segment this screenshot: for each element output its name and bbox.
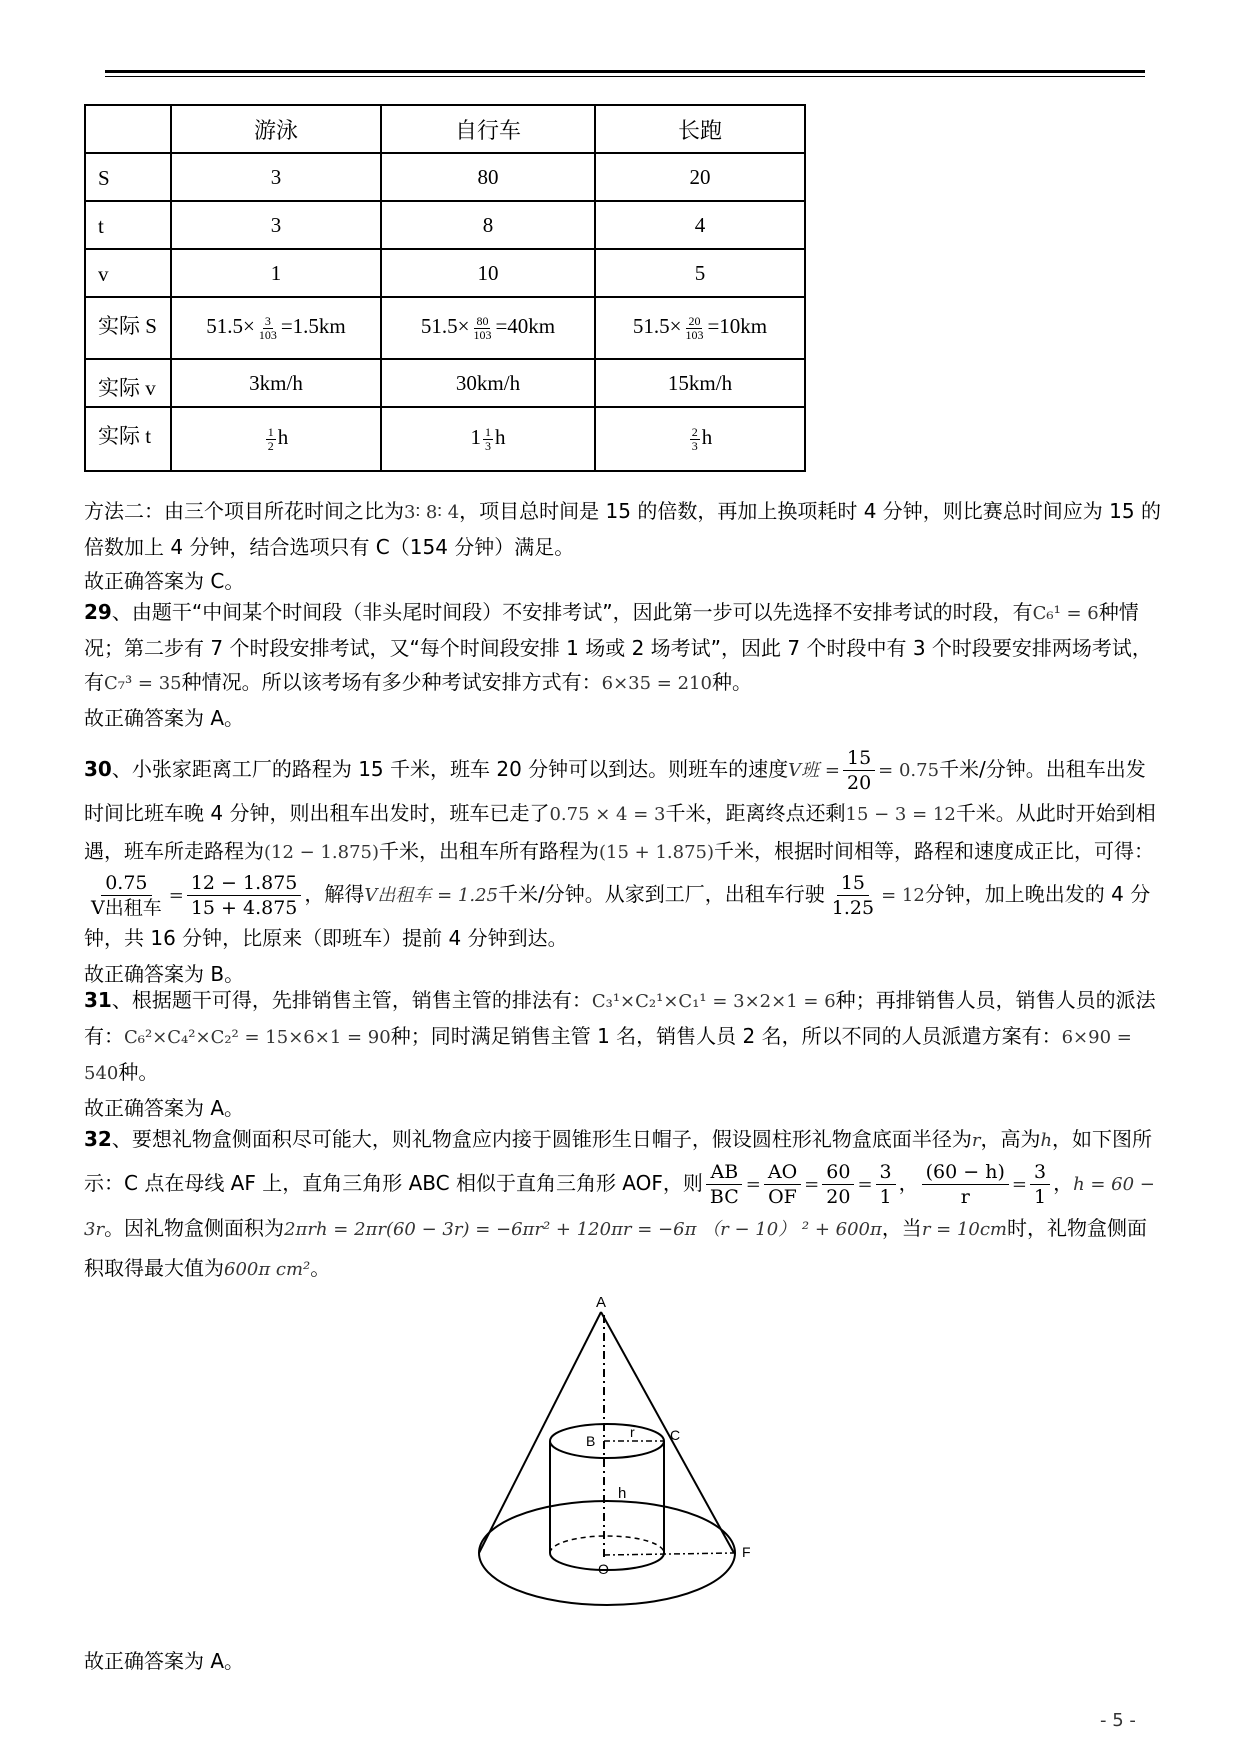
label-A: A [596, 1295, 607, 1311]
table-cell: 51.5× $\frac{80}{103}$ =40km [381, 297, 595, 359]
label-F: F [742, 1544, 751, 1560]
fraction: $\frac{12 - 1.875}{15 + 4.875}$ [187, 871, 302, 920]
cone-base-ellipse [479, 1501, 735, 1605]
table-cell: $\frac{1}{2}$ h [171, 407, 381, 471]
question-29: 29、由题干“中间某个时间段（非头尾时间段）不安排考试”，因此第一步可以先选择不安排考试的时段，有C₆¹ = 6种情况；第二步有 7 个时段安排考试，又“每个时间段安排 1 场或 2 场考试”，因此 7 个时段中有 3 个时段要安排两场考试，有C₇³ = 35种情况。所以该考场有多少种考试安排方式有：6×35 = 210种。 故正确答案为 A。 [84, 600, 1152, 730]
fraction: $\frac{3}{1}$ [1030, 1160, 1050, 1209]
answer-line: 故正确答案为 C。 [84, 569, 245, 593]
table-cell: 10 [381, 249, 595, 297]
question-number: 29 [84, 600, 112, 624]
fraction: $\frac{60}{20}$ [822, 1160, 854, 1209]
fraction: $\frac{15}{20}$ [843, 746, 875, 795]
answer-line: 故正确答案为 A。 [84, 1096, 245, 1120]
col-header-run: 长跑 [595, 105, 805, 153]
table-row [85, 201, 805, 249]
table-cell: 4 [595, 201, 805, 249]
row-label: 实际 v [85, 359, 171, 407]
table-cell: 20 [595, 153, 805, 201]
label-B: B [586, 1433, 596, 1449]
table-row-actual-v [85, 359, 805, 407]
table-cell: 5 [595, 249, 805, 297]
header-rule-thin [105, 76, 1145, 77]
question-31: 31、根据题干可得，先排销售主管，销售主管的排法有：C₃¹×C₂¹×C₁¹ = 3×2×1 = 6种；再排销售人员，销售人员的派法有：C₆²×C₄²×C₂² = 15×6×1 = 90种；同时满足销售主管 1 名，销售人员 2 名，所以不同的人员派遣方案有：6×90 = 540种。 故正确答案为 A。 [84, 988, 1156, 1120]
table-row [85, 153, 805, 201]
label-h: h [618, 1485, 627, 1502]
question-30: 30、小张家距离工厂的路程为 15 千米，班车 20 分钟可以到达。则班车的速度V班 = $\frac{15}{20}$ = 0.75千米/分钟。出租车出发时间比班车晚 4 分钟，则出租车出发时，班车已走了0.75 × 4 = 3千米，距离终点还剩15 − 3 = 12千米。从此时开始到相遇，班车所走路程为(12 − 1.875)千米，出租车所有路程为(15 + 1.875)千米，根据时间相等，路程和速度成正比，可得： $\frac{0.75}{\text{V出租车}}$ = $\frac{12 - 1.875}{15 + 4.875}$ ，解得V出租车 = 1.25千米/分钟。从家到工厂，出租车行驶 $\frac{15}{1.25}$ = 12分钟，加上晚出发的 4 分钟，共 16 分钟，比原来（即班车）提前 4 分钟到达。 故正确答案为 B。 [84, 747, 1156, 986]
table-row-actual-s [85, 297, 805, 359]
table-cell: 3km/h [171, 359, 381, 407]
fraction: $\frac{0.75}{\text{V出租车}}$ [91, 872, 162, 919]
row-label: 实际 S [85, 297, 171, 359]
header-rule [105, 70, 1145, 73]
label-C: C [670, 1427, 681, 1443]
cone-side-right [601, 1312, 734, 1553]
method-two-paragraph: 方法二：由三个项目所花时间之比为3∶ 8∶ 4，项目总时间是 15 的倍数，再加上换项耗时 4 分钟，则比赛总时间应为 15 的倍数加上 4 分钟，结合选项只有 C（154 分钟）满足。 故正确答案为 C。 [84, 499, 1161, 593]
label-r: r [630, 1424, 635, 1440]
question-number: 32 [84, 1127, 112, 1151]
speed-table [84, 104, 806, 472]
label-O: O [598, 1561, 609, 1577]
fraction: $\frac{AO}{OF}$ [764, 1160, 801, 1209]
col-header-swim: 游泳 [171, 105, 381, 153]
table-cell: 3 [171, 153, 381, 201]
page-number: - 5 - [1100, 1710, 1136, 1731]
answer-line: 故正确答案为 B。 [84, 962, 245, 986]
answer-line: 故正确答案为 A。 [84, 706, 245, 730]
table-cell: 30km/h [381, 359, 595, 407]
row-label: t [85, 201, 171, 249]
table-cell: 15km/h [595, 359, 805, 407]
table-cell: 3 [171, 201, 381, 249]
table-cell: $\frac{2}{3}$ h [595, 407, 805, 471]
cylinder-bottom-back [550, 1536, 664, 1553]
fraction: $\frac{(60 - h)}{r}$ [922, 1160, 1009, 1209]
question-number: 31 [84, 988, 112, 1012]
table-cell: 51.5× $\frac{20}{103}$ =10km [595, 297, 805, 359]
table-cell: 1 $\frac{1}{3}$ h [381, 407, 595, 471]
table-cell: 8 [381, 201, 595, 249]
table-cell: 1 [171, 249, 381, 297]
row-label: v [85, 249, 171, 297]
fraction: $\frac{15}{1.25}$ [831, 872, 875, 919]
table-row-actual-t [85, 407, 805, 471]
col-header-bike: 自行车 [381, 105, 595, 153]
question-32: 32、要想礼物盒侧面积尽可能大，则礼物盒应内接于圆锥形生日帽子，假设圆柱形礼物盒底面半径为r，高为h，如下图所示：C 点在母线 AF 上，直角三角形 ABC 相似于直角三角形 AOF，则 $\frac{AB}{BC}$ = $\frac{AO}{OF}$ = $\frac{60}{20}$ = $\frac{3}{1}$ ， $\frac{(60 - h)}{r}$ = $\frac{3}{1}$ ，h = 60 − 3r。因礼物盒侧面积为2πrh = 2πr(60 − 3r) = −6πr² + 120πr = −6π （r − 10） ² + 600π，当r = 10cm时，礼物盒侧面积取得最大值为600π cm²。 [84, 1127, 1155, 1280]
cone-side-left [479, 1312, 601, 1553]
table-cell: 80 [381, 153, 595, 201]
table-row [85, 249, 805, 297]
table-cell: 51.5× $\frac{3}{103}$ =1.5km [171, 297, 381, 359]
answer-line: 故正确答案为 A。 [84, 1649, 245, 1673]
fraction: $\frac{AB}{BC}$ [706, 1160, 743, 1209]
radius-OF [604, 1553, 734, 1555]
row-label: S [85, 153, 171, 201]
cone-cylinder-diagram [470, 1295, 780, 1635]
row-label: 实际 t [85, 407, 171, 471]
table-corner [85, 105, 171, 153]
question-number: 30 [84, 757, 112, 781]
fraction: $\frac{3}{1}$ [876, 1160, 896, 1209]
